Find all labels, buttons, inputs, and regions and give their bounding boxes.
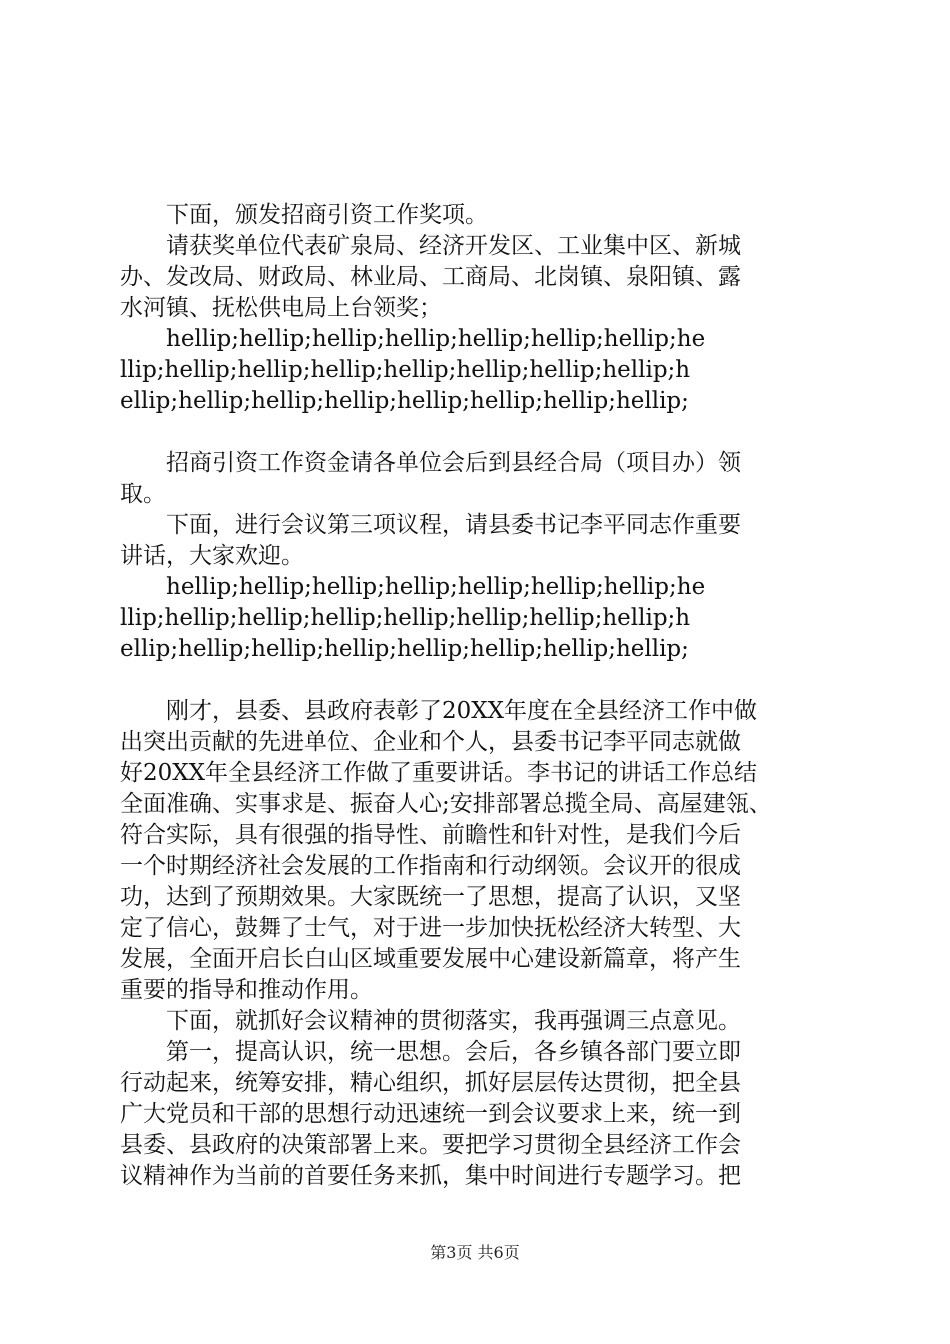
text-line: 一个时期经济社会发展的工作指南和行动纲领。会议开的很成 (120, 853, 741, 879)
text-line: 县委、县政府的决策部署上来。要把学习贯彻全县经济工作会 (120, 1132, 741, 1158)
text-line: llip;hellip;hellip;hellip;hellip;hellip;hellip;hellip;h (120, 605, 691, 631)
text-line: 下面，颁发招商引资工作奖项。 (120, 202, 488, 228)
text-line: 办、发改局、财政局、林业局、工商局、北岗镇、泉阳镇、露 (120, 264, 741, 290)
text-line: llip;hellip;hellip;hellip;hellip;hellip;hellip;hellip;h (120, 357, 691, 383)
page-footer: 第3页 共6页 (430, 1243, 520, 1262)
text-line: 符合实际，具有很强的指导性、前瞻性和针对性，是我们今后 (120, 822, 741, 848)
document-body (120, 200, 840, 1192)
blank-line (120, 417, 840, 448)
text-line: 功，达到了预期效果。大家既统一了思想，提高了认识，又坚 (120, 884, 741, 910)
text-line: 行动起来，统筹安排，精心组织，抓好层层传达贯彻，把全县 (120, 1070, 741, 1096)
text-line: 定了信心，鼓舞了士气，对于进一步加快抚松经济大转型、大 (120, 915, 741, 941)
text-line: 讲话，大家欢迎。 (120, 543, 304, 569)
text-line: 发展，全面开启长白山区域重要发展中心建设新篇章，将产生 (120, 946, 741, 972)
text-line: 广大党员和干部的思想行动迅速统一到会议要求上来，统一到 (120, 1101, 741, 1127)
text-line: 下面，就抓好会议精神的贯彻落实，我再强调三点意见。 (120, 1008, 741, 1034)
text-line: 重要的指导和推动作用。 (120, 977, 373, 1003)
text-line: hellip;hellip;hellip;hellip;hellip;hellip;hellip;he (120, 574, 706, 600)
text-line: 水河镇、抚松供电局上台领奖； (120, 295, 442, 321)
text-line: 第一，提高认识，统一思想。会后，各乡镇各部门要立即 (120, 1039, 741, 1065)
blank-line (120, 665, 840, 696)
text-line: 招商引资工作资金请各单位会后到县经合局（项目办）领 (120, 450, 741, 476)
text-line: 下面，进行会议第三项议程，请县委书记李平同志作重要 (120, 512, 741, 538)
text-line: 议精神作为当前的首要任务来抓，集中时间进行专题学习。把 (120, 1163, 741, 1189)
text-line: 刚才，县委、县政府表彰了20XX年度在全县经济工作中做 (120, 698, 758, 724)
text-line: hellip;hellip;hellip;hellip;hellip;hellip;hellip;he (120, 326, 706, 352)
text-line: 请获奖单位代表矿泉局、经济开发区、工业集中区、新城 (120, 233, 741, 259)
text-line: ellip;hellip;hellip;hellip;hellip;hellip;hellip;hellip; (120, 388, 689, 414)
text-line: 全面准确、实事求是、振奋人心;安排部署总揽全局、高屋建瓴、 (120, 791, 772, 817)
text-line: ellip;hellip;hellip;hellip;hellip;hellip;hellip;hellip; (120, 636, 689, 662)
text-line: 好20XX年全县经济工作做了重要讲话。李书记的讲话工作总结 (120, 760, 758, 786)
text-line: 出突出贡献的先进单位、企业和个人，县委书记李平同志就做 (120, 729, 741, 755)
text-line: 取。 (120, 481, 166, 507)
